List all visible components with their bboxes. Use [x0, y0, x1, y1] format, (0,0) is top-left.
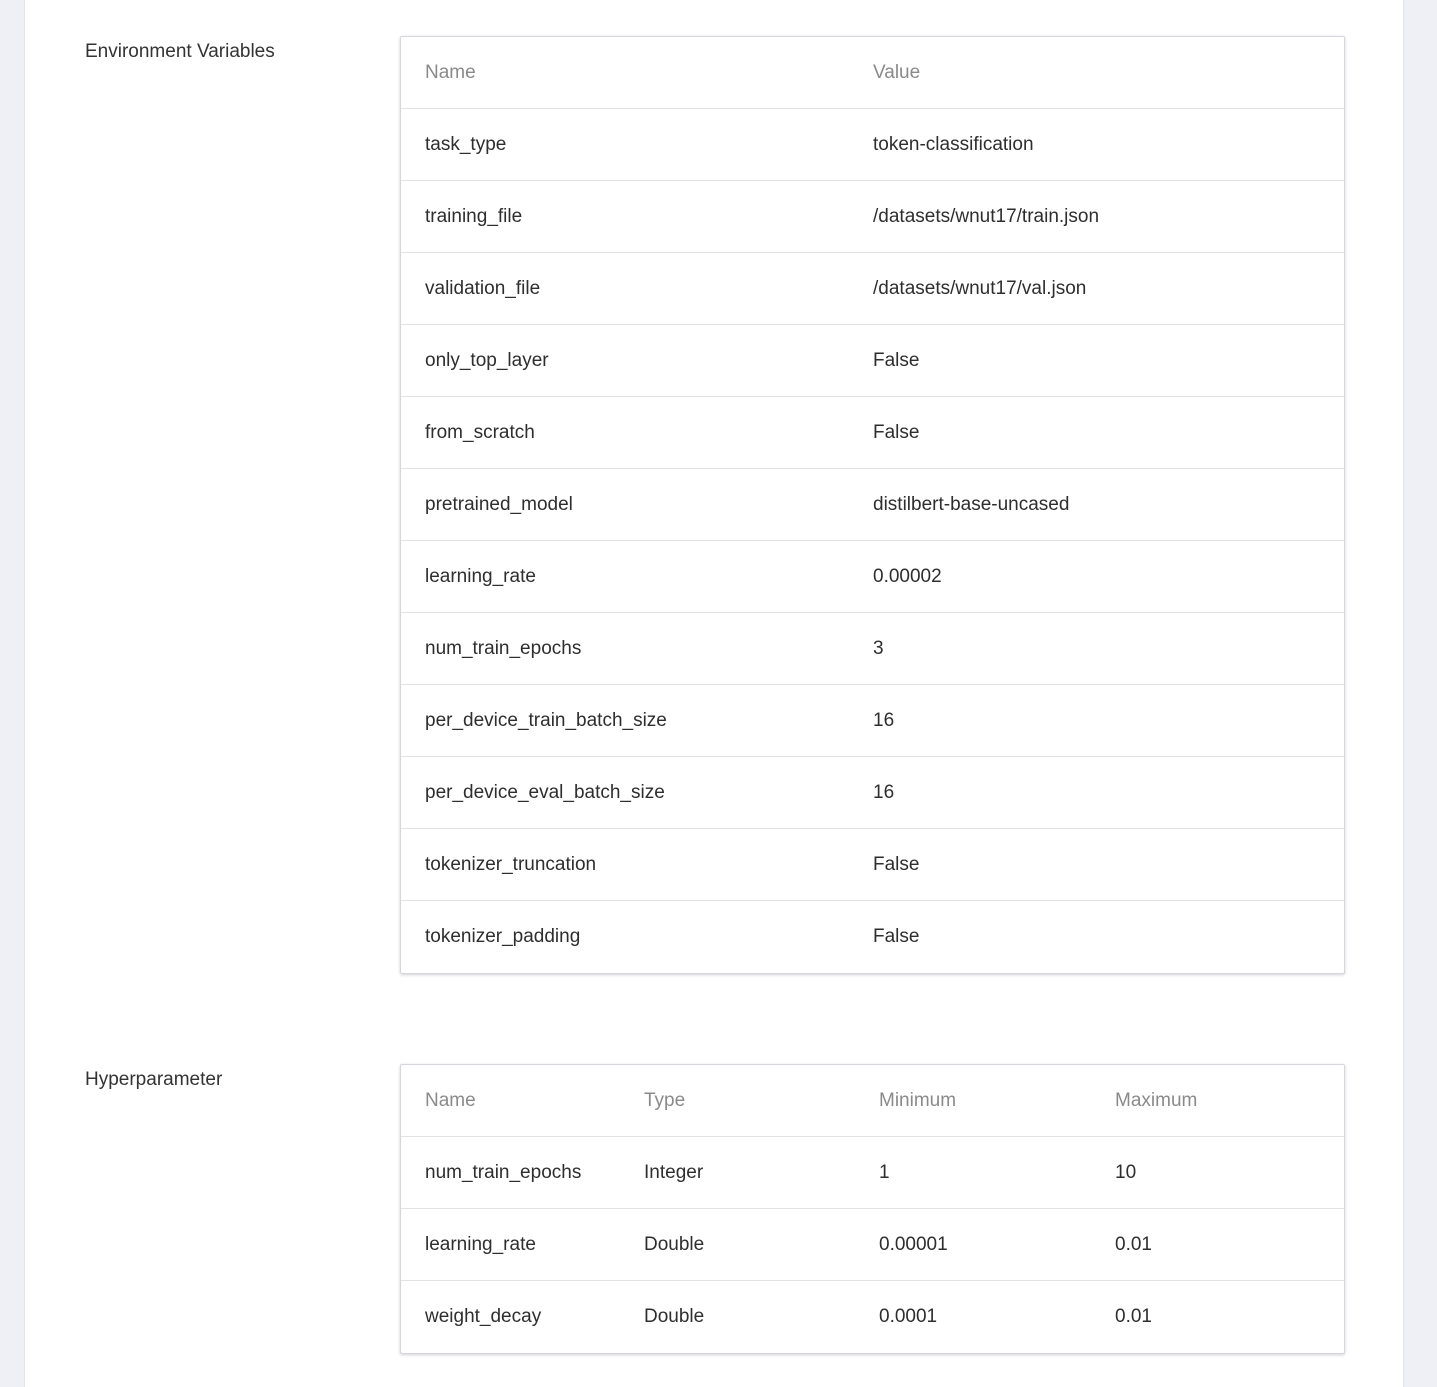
hyper-type: Double	[644, 1233, 705, 1255]
hyper-header-maximum[interactable]: Maximum	[1115, 1089, 1198, 1111]
table-row	[401, 253, 1344, 325]
hyper-maximum: 0.01	[1115, 1306, 1152, 1327]
table-row	[401, 397, 1344, 469]
env-var-name: task_type	[425, 133, 507, 155]
content-panel	[24, 0, 1404, 1387]
env-var-name: learning_rate	[425, 565, 536, 587]
hyper-name: num_train_epochs	[425, 1161, 582, 1183]
table-row	[401, 1209, 1344, 1281]
table-row	[401, 829, 1344, 901]
env-header-name[interactable]: Name	[425, 61, 476, 83]
env-var-name: per_device_train_batch_size	[425, 709, 667, 731]
env-var-value: False	[873, 853, 920, 875]
table-row	[401, 181, 1344, 253]
hyper-name: learning_rate	[425, 1233, 536, 1255]
hyper-table-header	[401, 1065, 1344, 1137]
env-section-label: Environment Variables	[85, 41, 275, 62]
env-var-value: distilbert-base-uncased	[873, 493, 1070, 515]
env-var-name: from_scratch	[425, 421, 535, 443]
table-row	[401, 1281, 1344, 1353]
env-var-value: False	[873, 349, 920, 371]
hyper-header-minimum[interactable]: Minimum	[879, 1089, 957, 1111]
hyper-maximum: 10	[1115, 1161, 1137, 1183]
hyper-minimum: 1	[879, 1161, 890, 1183]
env-header-value[interactable]: Value	[873, 61, 921, 83]
env-var-name: training_file	[425, 205, 523, 227]
hyper-minimum: 0.00001	[879, 1233, 948, 1255]
hyper-type: Integer	[644, 1161, 704, 1183]
env-var-value: 0.00002	[873, 565, 942, 587]
env-var-value: 3	[873, 637, 884, 659]
env-var-value: /datasets/wnut17/val.json	[873, 277, 1087, 299]
env-var-name: tokenizer_padding	[425, 926, 581, 947]
env-var-name: tokenizer_truncation	[425, 853, 597, 875]
hyper-section-label: Hyperparameter	[85, 1069, 223, 1090]
env-var-value: False	[873, 926, 920, 947]
env-var-value: False	[873, 421, 920, 443]
hyper-maximum: 0.01	[1115, 1233, 1152, 1255]
hyperparameter-table	[400, 1064, 1345, 1354]
table-row	[401, 613, 1344, 685]
env-var-name: pretrained_model	[425, 493, 573, 515]
hyper-minimum: 0.0001	[879, 1306, 938, 1327]
table-row	[401, 901, 1344, 973]
hyper-header-name[interactable]: Name	[425, 1089, 476, 1111]
table-row	[401, 685, 1344, 757]
hyper-header-type[interactable]: Type	[644, 1089, 686, 1111]
env-var-name: num_train_epochs	[425, 637, 582, 659]
env-var-name: only_top_layer	[425, 349, 549, 371]
env-table-header	[401, 37, 1344, 109]
table-row	[401, 757, 1344, 829]
table-row	[401, 541, 1344, 613]
env-var-value: 16	[873, 709, 895, 731]
hyper-name: weight_decay	[425, 1306, 542, 1327]
table-row	[401, 325, 1344, 397]
env-var-name: validation_file	[425, 277, 541, 299]
table-row	[401, 1137, 1344, 1209]
hyper-type: Double	[644, 1306, 705, 1327]
env-var-name: per_device_eval_batch_size	[425, 781, 665, 803]
env-var-value: token-classification	[873, 133, 1034, 155]
table-row	[401, 469, 1344, 541]
table-row	[401, 109, 1344, 181]
env-var-value: 16	[873, 781, 895, 803]
env-var-value: /datasets/wnut17/train.json	[873, 205, 1100, 227]
env-table	[400, 36, 1345, 974]
